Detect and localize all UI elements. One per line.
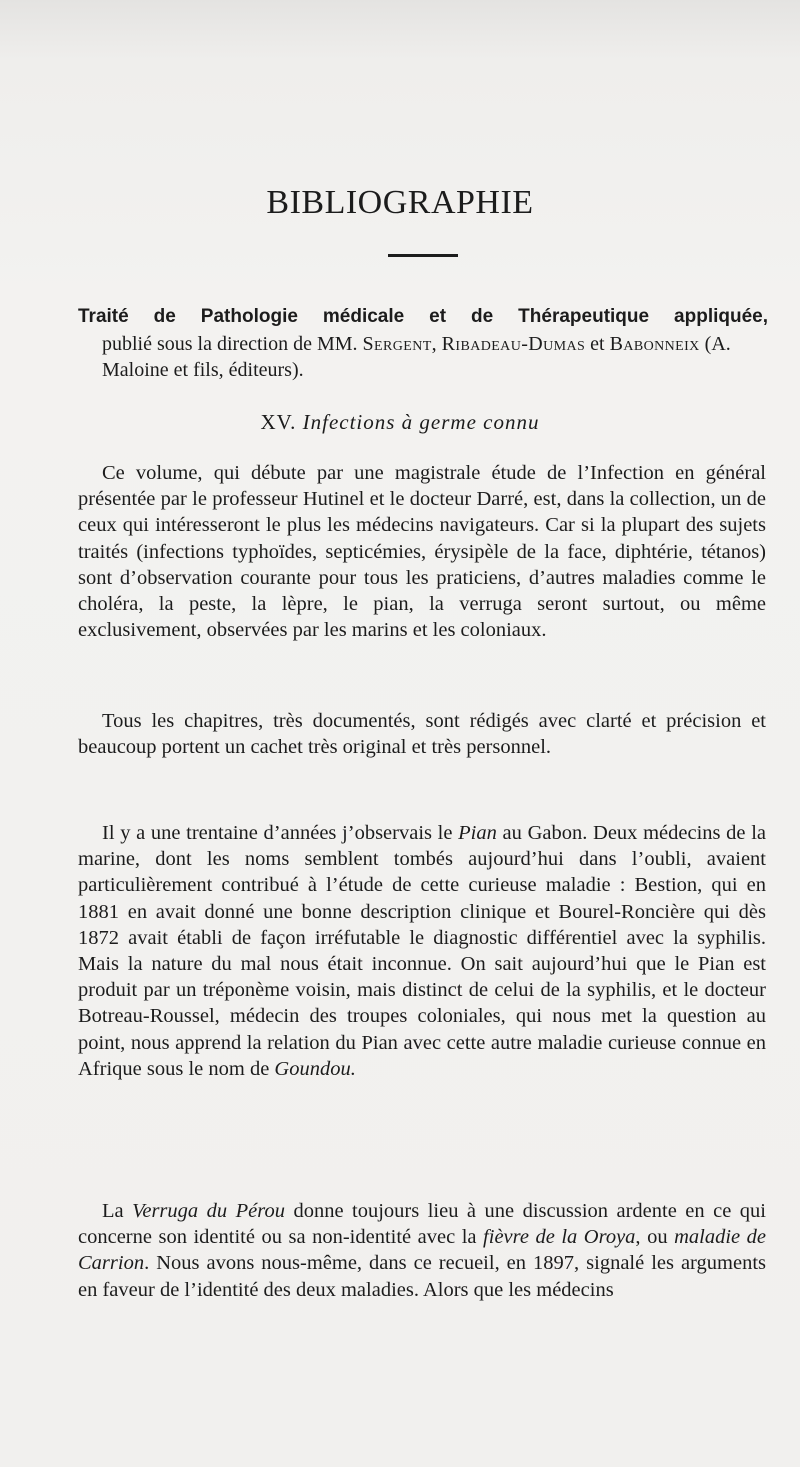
author-babonneix: Babonneix — [609, 333, 700, 355]
paragraph-3 — [78, 820, 766, 1082]
p3-text-a: Il y a une trentaine d’années j’observais le — [102, 822, 459, 844]
publisher: (A. Maloine et fils, éditeurs). — [102, 333, 731, 381]
meta-prefix: publié sous la direction de MM. — [102, 333, 363, 355]
section-heading — [0, 410, 800, 435]
p3-italic-goundou: Goundou. — [274, 1057, 356, 1080]
paragraph-4 — [78, 1198, 766, 1303]
author-ribadeau-dumas: Ribadeau-Dumas — [441, 333, 586, 355]
p4-text-d: . Nous avons nous-même, dans ce recueil, en 1897, signalé les arguments en faveur de l’identité des deux maladies. Alors que les médecins — [78, 1252, 766, 1301]
author-separator: , — [431, 333, 442, 355]
page-title: BIBLIOGRAPHIE — [266, 184, 534, 221]
p4-italic-oroya: fièvre de la Oroya — [483, 1226, 636, 1249]
p3-text-b: au Gabon. Deux médecins de la marine, dont les noms semblent tombés aujourd’hui dans l’oubli, avaient particulièrement contribué à l’étude de cette curieuse maladie : Bestion, qui en 1881 en avait donné une bonne description clinique et Bourel-Roncière qui dès 1872 avait établi de façon irréfutable le diagnostic différentiel avec la syphilis. Mais la nature du mal nous était inconnue. On sait aujourd’hui que le Pian est produit par un tréponème voisin, mais distinct de celui de la syphilis, et le docteur Botreau-Roussel, médecin des troupes coloniales, qui nous met la question au point, nous apprend la relation du Pian avec cette autre maladie curieuse connue en Afrique sous le nom de — [78, 822, 766, 1080]
p3-italic-pian: Pian — [458, 822, 497, 844]
book-title: Traité de Pathologie médicale et de Thérapeutique appliquée, — [78, 306, 768, 327]
p4-italic-verruga: Verruga du Pérou — [132, 1200, 285, 1222]
paragraph-2: Tous les chapitres, très documentés, sont rédigés avec clarté et précision et beaucoup portent un cachet très original et très personnel. — [78, 710, 766, 759]
section-number: XV. — [260, 410, 297, 434]
p4-text-c: , ou — [635, 1226, 675, 1249]
paragraph-1: Ce volume, qui débute par une magistrale étude de l’Infection en général présentée par le professeur Hutinel et le docteur Darré, est, dans la collection, un de ceux qui intéresseront le plus les médecins navigateurs. Car si la plupart des sujets traités (infections typhoïdes, septicémies, érysipèle de la face, diphtérie, tétanos) sont d’observation courante pour tous les praticiens, d’autres maladies comme le choléra, la peste, la lèpre, le pian, la verruga seront surtout, ou même exclusivement, observées par les marins et les coloniaux. — [78, 462, 766, 642]
author-sergent: Sergent — [362, 333, 432, 355]
p4-italic-carrion: maladie de Carrion — [78, 1226, 767, 1275]
title-divider — [388, 254, 458, 257]
p4-text-b: donne toujours lieu à une discussion ardente en ce qui concerne son identité ou sa non-identité avec la — [78, 1200, 766, 1249]
author-conjunction: et — [585, 333, 610, 355]
section-title: Infections à germe connu — [302, 410, 540, 434]
p4-text-a: La — [102, 1200, 133, 1222]
book-publication-info — [102, 331, 766, 383]
